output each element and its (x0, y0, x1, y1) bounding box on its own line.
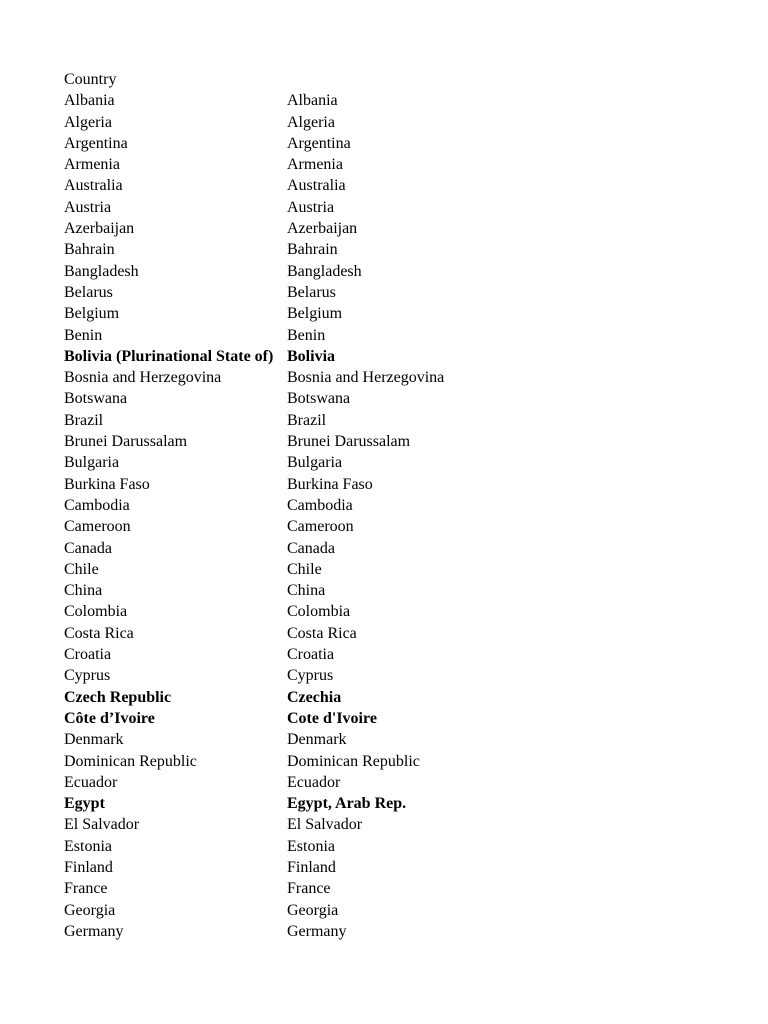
table-row (64, 261, 724, 282)
country-name: Colombia (64, 603, 128, 621)
country-alt-name: El Salvador (287, 816, 363, 834)
table-row (64, 325, 724, 346)
country-alt-name: Georgia (287, 901, 339, 919)
country-name: Benin (64, 326, 103, 344)
country-name: Côte d’Ivoire (64, 709, 155, 727)
country-name: Bolivia (Plurinational State of) (64, 347, 274, 365)
country-name: Czech Republic (64, 688, 172, 706)
country-name: Bangladesh (64, 262, 139, 280)
country-name: Ecuador (64, 773, 118, 791)
country-name: Estonia (64, 837, 112, 855)
country-name: Brunei Darussalam (64, 433, 188, 451)
country-alt-name: Brazil (287, 411, 327, 429)
country-alt-name: Belgium (287, 305, 343, 323)
table-row (64, 687, 724, 708)
country-name: Belarus (64, 283, 113, 301)
table-row (64, 431, 724, 452)
country-name: Burkina Faso (64, 475, 150, 493)
table-row (64, 900, 724, 921)
table-row (64, 601, 724, 622)
table-body (64, 90, 724, 942)
table-row (64, 367, 724, 388)
table-row (64, 90, 724, 111)
country-alt-name: Bosnia and Herzegovina (287, 369, 445, 387)
country-alt-name: Colombia (287, 603, 351, 621)
country-name: El Salvador (64, 816, 140, 834)
country-alt-name: Bangladesh (287, 262, 362, 280)
table-row (64, 559, 724, 580)
table-row (64, 516, 724, 537)
country-alt-name: Belarus (287, 283, 336, 301)
table-row (64, 644, 724, 665)
country-name: Canada (64, 539, 112, 557)
country-alt-name: Chile (287, 560, 322, 578)
country-name: Egypt (64, 795, 105, 813)
country-name: Botswana (64, 390, 128, 408)
table-row (64, 239, 724, 260)
country-table (64, 69, 724, 942)
country-alt-name: Argentina (287, 134, 351, 152)
country-alt-name: Dominican Republic (287, 752, 420, 770)
country-name: China (64, 582, 103, 600)
country-name: Cyprus (64, 667, 111, 685)
country-name: Azerbaijan (64, 220, 135, 238)
country-name: Finland (64, 858, 113, 876)
table-row (64, 346, 724, 367)
table-row (64, 154, 724, 175)
country-alt-name: Cambodia (287, 496, 353, 514)
country-name: Cambodia (64, 496, 130, 514)
country-alt-name: Cameroon (287, 518, 354, 536)
table-row (64, 175, 724, 196)
country-alt-name: Cote d'Ivoire (287, 709, 377, 727)
country-name: Bulgaria (64, 454, 120, 472)
country-alt-name: Armenia (287, 156, 343, 174)
table-row (64, 303, 724, 324)
country-name: Germany (64, 922, 124, 940)
country-alt-name: Canada (287, 539, 335, 557)
table-row (64, 921, 724, 942)
table-row (64, 857, 724, 878)
country-name: Chile (64, 560, 99, 578)
country-name: Cameroon (64, 518, 131, 536)
country-alt-name: Finland (287, 858, 336, 876)
table-row (64, 388, 724, 409)
table-row (64, 665, 724, 686)
country-alt-name: Burkina Faso (287, 475, 373, 493)
table-row (64, 410, 724, 431)
table-header-row (64, 69, 724, 90)
country-name: Armenia (64, 156, 120, 174)
country-alt-name: Bahrain (287, 241, 338, 259)
table-row (64, 282, 724, 303)
country-alt-name: Albania (287, 92, 338, 110)
country-alt-name: Australia (287, 177, 346, 195)
country-alt-name: France (287, 880, 331, 898)
country-name: Belgium (64, 305, 120, 323)
table-row (64, 836, 724, 857)
country-alt-name: Botswana (287, 390, 351, 408)
country-name: Croatia (64, 646, 112, 664)
table-row (64, 772, 724, 793)
country-alt-name: Ecuador (287, 773, 341, 791)
table-row (64, 538, 724, 559)
country-name: Argentina (64, 134, 128, 152)
table-row (64, 197, 724, 218)
table-row (64, 708, 724, 729)
table-row (64, 729, 724, 750)
table-row (64, 814, 724, 835)
country-alt-name: Croatia (287, 646, 335, 664)
country-name: Algeria (64, 113, 112, 131)
country-alt-name: Estonia (287, 837, 335, 855)
table-row (64, 793, 724, 814)
country-alt-name: Benin (287, 326, 326, 344)
country-name: Brazil (64, 411, 104, 429)
country-name: Bosnia and Herzegovina (64, 369, 222, 387)
country-alt-name: Czechia (287, 688, 342, 706)
table-row (64, 133, 724, 154)
country-alt-name: Brunei Darussalam (287, 433, 411, 451)
country-alt-name: Algeria (287, 113, 335, 131)
table-row (64, 751, 724, 772)
table-row (64, 495, 724, 516)
country-alt-name: Egypt, Arab Rep. (287, 795, 407, 813)
table-row (64, 452, 724, 473)
country-alt-name: Denmark (287, 731, 347, 749)
country-alt-name: Austria (287, 198, 335, 216)
country-name: Australia (64, 177, 123, 195)
table-row (64, 474, 724, 495)
country-name: Austria (64, 198, 112, 216)
country-name: France (64, 880, 108, 898)
country-alt-name: Costa Rica (287, 624, 357, 642)
table-row (64, 218, 724, 239)
country-name: Bahrain (64, 241, 115, 259)
country-alt-name: Bulgaria (287, 454, 343, 472)
alt-column-header (287, 69, 724, 90)
country-alt-name: Azerbaijan (287, 220, 358, 238)
country-alt-name: Bolivia (287, 347, 336, 365)
table-row (64, 112, 724, 133)
country-column-header: Country (64, 71, 117, 88)
country-alt-name: China (287, 582, 326, 600)
country-name: Georgia (64, 901, 116, 919)
country-name: Denmark (64, 731, 124, 749)
table-row (64, 623, 724, 644)
country-alt-name: Germany (287, 922, 347, 940)
country-name: Dominican Republic (64, 752, 197, 770)
country-name: Albania (64, 92, 115, 110)
table-row (64, 580, 724, 601)
table-row (64, 878, 724, 899)
country-alt-name: Cyprus (287, 667, 334, 685)
country-name: Costa Rica (64, 624, 134, 642)
